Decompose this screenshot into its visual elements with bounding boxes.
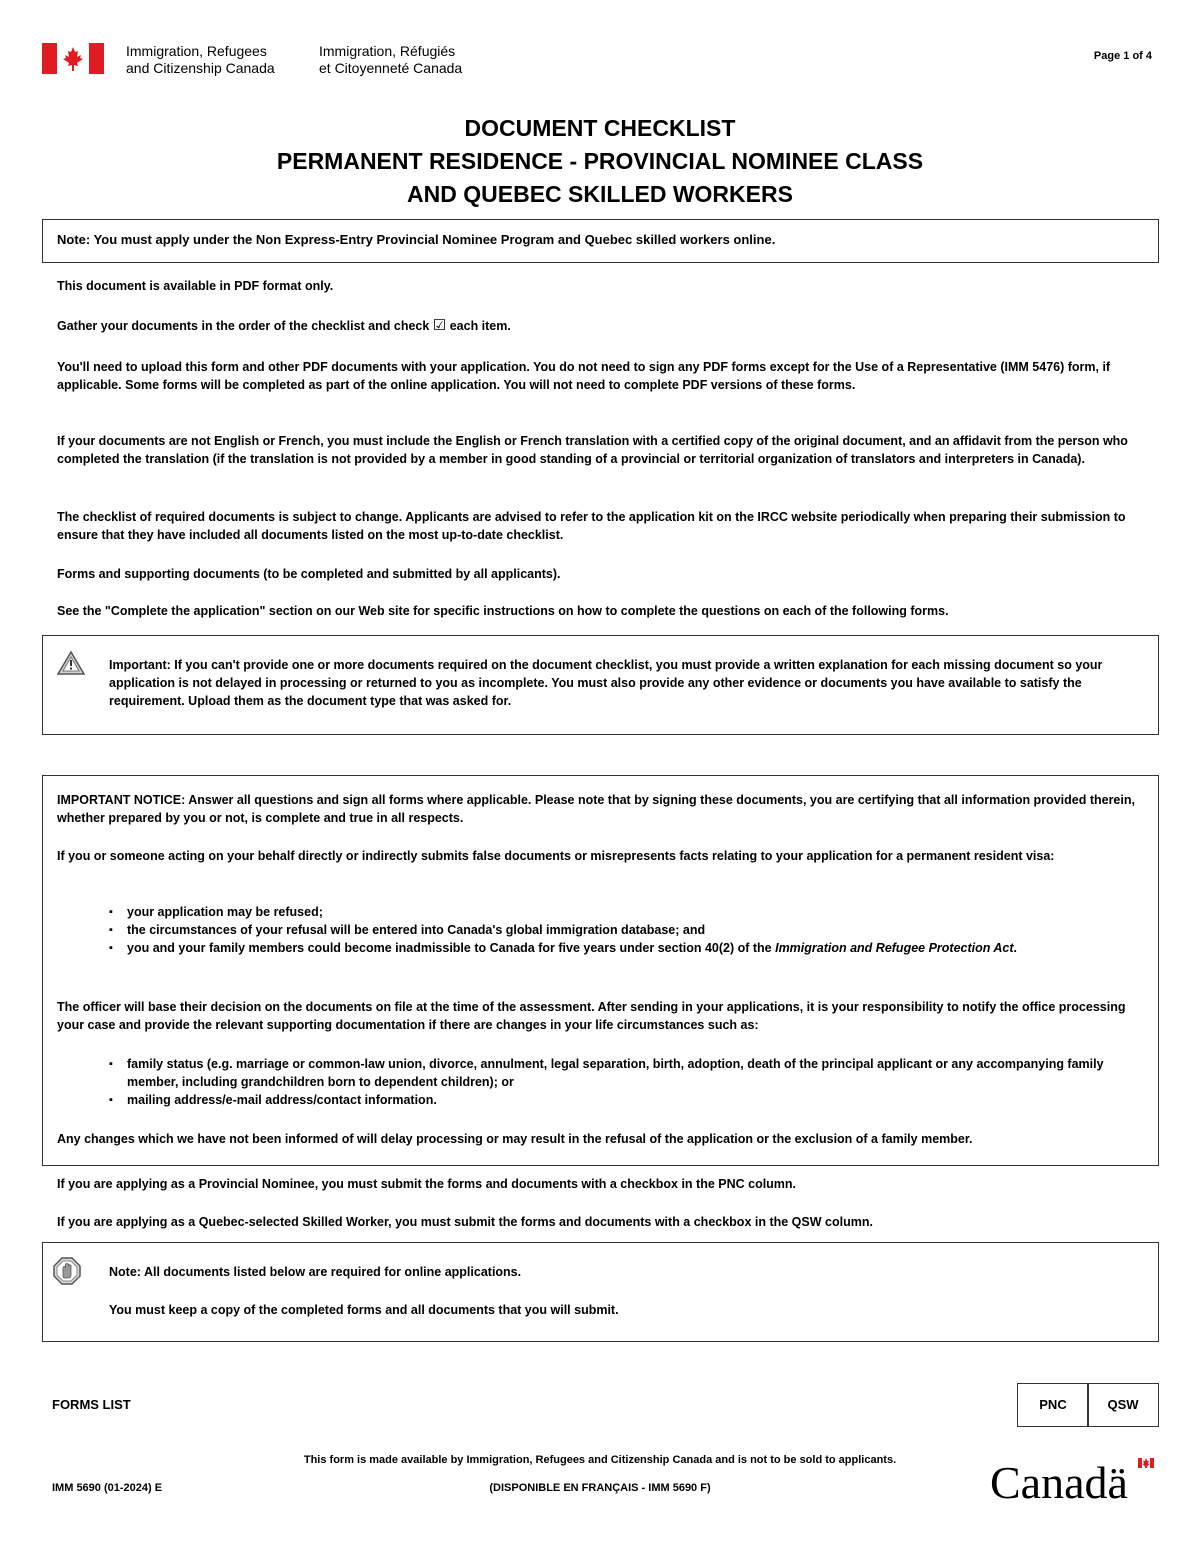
list-item: ▪ family status (e.g. marriage or common-law union, divorce, annulment, legal separation, birth, adoption, death of the principal applicant or any accompanying family member, including grandchildren born to dependent children); or [109, 1055, 1129, 1091]
pnc-column-header: PNC [1017, 1383, 1089, 1427]
translation-paragraph: If your documents are not English or French, you must include the English or French translation with a certified copy of the original document, and an affidavit from the person who completed the translation (if the translation is not provided by a member in good standing of a provincial or territorial organization of translators and interpreters in Canada). [57, 434, 1128, 466]
stop-hand-icon [53, 1257, 81, 1285]
form-code: IMM 5690 (01-2024) E [52, 1482, 163, 1494]
footer-availability-note: This form is made available by Immigration, Refugees and Citizenship Canada and is not to be sold to applicants. [303, 1454, 897, 1466]
warning-triangle-icon [57, 650, 85, 676]
upload-paragraph: You'll need to upload this form and other PDF documents with your application. You do not need to sign any PDF forms except for the Use of a Representative (IMM 5476) form, if applicable. Some forms will be completed as part of the online application. You will not need to complete PDF versions of these forms. [57, 360, 1111, 392]
footer-french-availability: (DISPONIBLE EN FRANÇAIS - IMM 5690 F) [489, 1482, 711, 1494]
officer-paragraph: The officer will base their decision on the documents on file at the time of the assessment. After sending in your applications, it is your responsibility to notify the office processing your case and provide the relevant supporting documentation if there are changes in your life circumstances such as: [57, 1000, 1126, 1032]
document-title: DOCUMENT CHECKLIST PERMANENT RESIDENCE - PROVINCIAL NOMINEE CLASS AND QUEBEC SKILLED WORKERS [276, 115, 924, 207]
misrepresentation-paragraph: If you or someone acting on your behalf directly or indirectly submits false documents or misrepresents facts relating to your application for a permanent resident visa: [57, 849, 1055, 863]
changes-paragraph: Any changes which we have not been informed of will delay processing or may result in the refusal of the application or the exclusion of a family member. [57, 1132, 973, 1146]
consequences-list [109, 903, 1129, 957]
qsw-instruction: If you are applying as a Quebec-selected Skilled Worker, you must submit the forms and documents with a checkbox in the QSW column. [57, 1215, 873, 1229]
notice-paragraph: IMPORTANT NOTICE: Answer all questions and sign all forms where applicable. Please note that by signing these documents, you are certifying that all information provided therein, whether prepared by you or not, is complete and true in all respects. [57, 793, 1135, 825]
note-label: Note: [57, 232, 91, 247]
note-text: You must apply under the Non Express-Entry Provincial Nominee Program and Quebec skilled workers online. [90, 232, 776, 247]
canada-wordmark-text: Canadä [990, 1457, 1128, 1508]
list-item: ▪ your application may be refused; [109, 903, 1129, 921]
department-name-english: Immigration, Refugees and Citizenship Canada [126, 43, 275, 76]
keep-copy-paragraph: You must keep a copy of the completed forms and all documents that you will submit. [109, 1303, 619, 1317]
important-label: Important: [109, 658, 171, 672]
page-number: Page 1 of 4 [1093, 50, 1152, 62]
online-note-box [42, 219, 1159, 263]
pdf-format-paragraph: This document is available in PDF format only. [57, 279, 334, 293]
complete-application-paragraph: See the "Complete the application" section on our Web site for specific instructions on how to complete the questions on each of the following forms. [57, 604, 949, 618]
forms-list-heading: FORMS LIST [52, 1397, 131, 1412]
list-item: ▪ you and your family members could become inadmissible to Canada for five years under section 40(2) of the Immigration and Refugee Protection Act. [109, 939, 1129, 957]
department-name-french: Immigration, Réfugiés et Citoyenneté Canada [319, 43, 463, 76]
canada-flag-icon [42, 43, 104, 74]
canada-wordmark-logo [990, 1450, 1160, 1510]
circumstances-list [109, 1055, 1129, 1109]
list-item: ▪ the circumstances of your refusal will be entered into Canada's global immigration database; and [109, 921, 1129, 939]
forms-supporting-paragraph: Forms and supporting documents (to be completed and submitted by all applicants). [57, 567, 561, 581]
qsw-column-header: QSW [1087, 1383, 1159, 1427]
checkbox-icon: ☑ [432, 317, 447, 334]
important-notice-box [42, 775, 1159, 1166]
checklist-change-paragraph: The checklist of required documents is subject to change. Applicants are advised to refer to the application kit on the IRCC website periodically when preparing their submission to ensure that they have included all documents listed on the most up-to-date checklist. [57, 510, 1126, 542]
list-item: ▪ mailing address/e-mail address/contact information. [109, 1091, 1129, 1109]
important-text: If you can't provide one or more documents required on the document checklist, you must provide a written explanation for each missing document so your application is not delayed in processing or returned to you as incomplete. You must also provide any other evidence or documents you have available to satisfy the requirement. Upload them as the document type that was asked for. [109, 658, 1103, 708]
important-box [42, 635, 1159, 735]
online-documents-note-box [42, 1242, 1159, 1342]
gather-documents-paragraph: Gather your documents in the order of the checklist and check ☑ each item. [57, 317, 511, 334]
note2-paragraph: Note: All documents listed below are required for online applications. [109, 1265, 522, 1279]
pnc-instruction: If you are applying as a Provincial Nominee, you must submit the forms and documents with a checkbox in the PNC column. [57, 1177, 797, 1191]
